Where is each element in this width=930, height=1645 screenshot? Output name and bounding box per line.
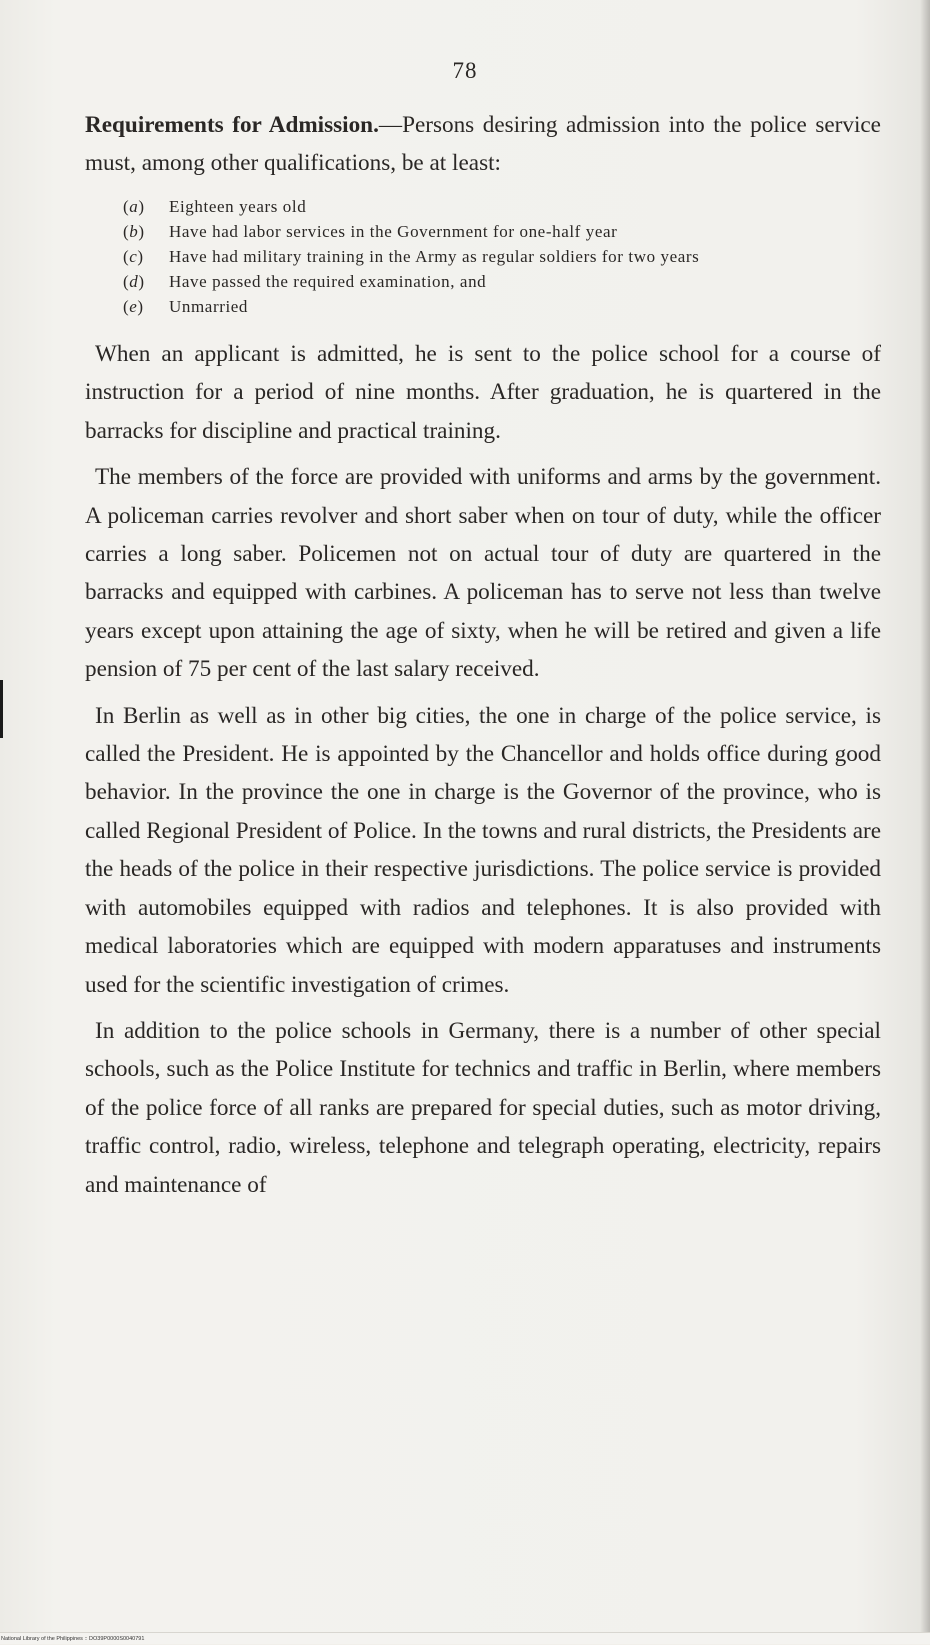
page-edge-shadow bbox=[920, 0, 930, 1644]
page-number: 78 bbox=[452, 58, 478, 83]
list-item-text: Have passed the required examination, and bbox=[169, 272, 487, 291]
list-item bbox=[123, 244, 881, 269]
list-item bbox=[123, 294, 881, 319]
page-body bbox=[85, 106, 881, 1212]
scan-edge-mark bbox=[0, 680, 3, 738]
list-marker: (d) bbox=[123, 272, 145, 291]
paragraph-equipment: The members of the force are provided with uniforms and arms by the government. A policeman carries revolver and short saber when on tour of duty, while the officer carries a long saber. Policemen not on actual tour of duty are quartered in the barracks and equipped with carbines. A policeman has to serve not less than twelve years except upon attaining the age of sixty, when he will be retired and given a life pension of 75 per cent of the last salary received. bbox=[85, 464, 881, 683]
paragraph-admission: When an applicant is admitted, he is sent to the police school for a course of instruction for a period of nine months. After graduation, he is quartered in the barracks for discipline and practical training. bbox=[85, 341, 881, 444]
paragraph-administration: In Berlin as well as in other big cities, the one in charge of the police service, is called the President. He is appointed by the Chancellor and holds office during good behavior. In the province the one in charge is the Governor of the province, who is called Regional President of Police. In the towns and rural districts, the Presidents are the heads of the police in their respective jurisdictions. The police service is provided with automobiles equipped with radios and telephones. It is also provided with medical laboratories which are equipped with modern apparatuses and instruments used for the scientific investigation of crimes. bbox=[85, 702, 881, 998]
list-marker: (a) bbox=[123, 197, 145, 216]
list-item bbox=[123, 194, 881, 219]
scan-footer: National Library of the Philippines :: DO39P0000S0040791 bbox=[0, 1632, 930, 1644]
list-item-text: Have had military training in the Army as regular soldiers for two years bbox=[169, 247, 700, 266]
list-marker: (e) bbox=[123, 297, 144, 316]
list-item-text: Have had labor services in the Government for one-half year bbox=[169, 222, 618, 241]
list-item bbox=[123, 219, 881, 244]
list-marker: (c) bbox=[123, 247, 144, 266]
list-item-text: Eighteen years old bbox=[169, 197, 307, 216]
section-heading: Requirements for Admission. bbox=[85, 112, 379, 138]
list-marker: (b) bbox=[123, 222, 145, 241]
list-item bbox=[123, 269, 881, 294]
requirements-paragraph bbox=[85, 106, 881, 182]
list-item-text: Unmarried bbox=[169, 297, 249, 316]
requirements-list bbox=[123, 194, 881, 319]
requirements-intro: —Persons desiring admission into the police service must, among other qualifications, be at least: bbox=[85, 112, 881, 176]
paragraph-special-schools: In addition to the police schools in Germany, there is a number of other special schools, such as the Police Institute for technics and traffic in Berlin, where members of the police force of all ranks are prepared for special duties, such as motor driving, traffic control, radio, wireless, telephone and telegraph operating, electricity, repairs and maintenance of bbox=[85, 1017, 881, 1198]
